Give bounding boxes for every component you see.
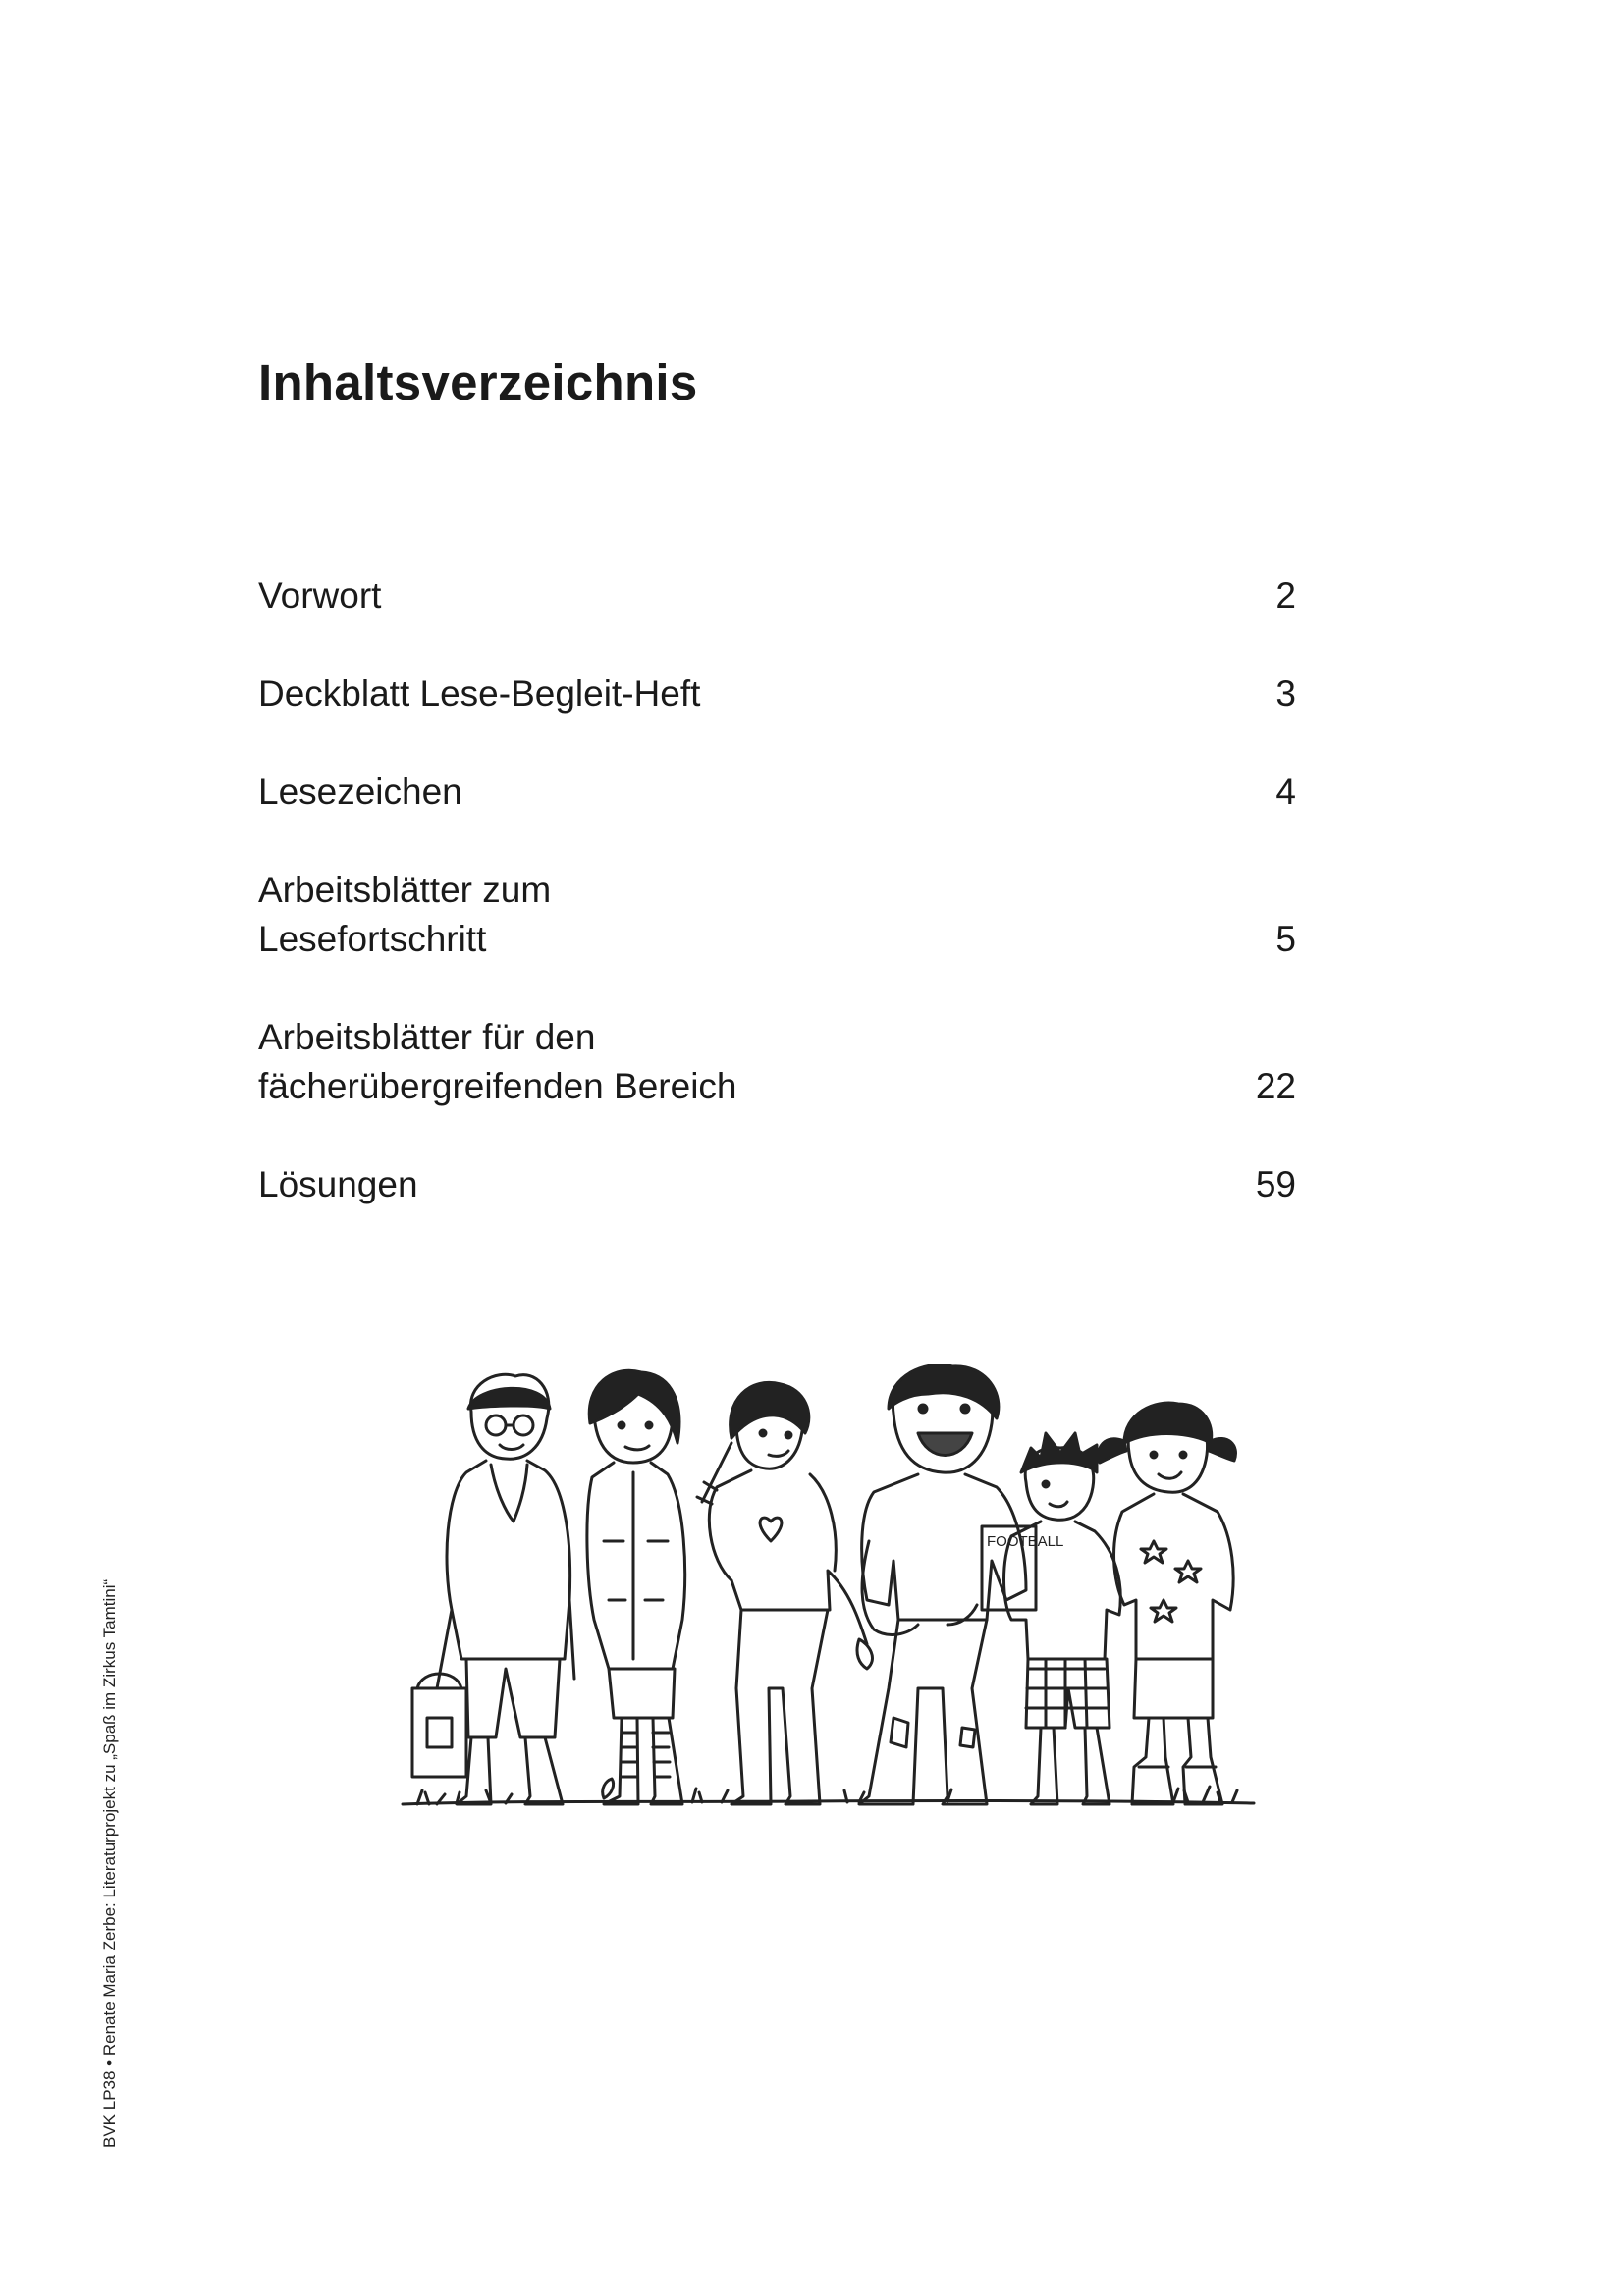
toc-entry[interactable] — [258, 1013, 1296, 1111]
toc-entry-label — [258, 1013, 1296, 1111]
child-boy-football-shirt — [859, 1364, 1063, 1804]
child-boy-glasses — [412, 1374, 574, 1804]
toc-entry-label-line: Arbeitsblätter zum — [258, 870, 552, 910]
toc-entry-label — [258, 768, 1296, 817]
toc-entry[interactable] — [258, 571, 1296, 620]
toc-entry-label-line: Vorwort — [258, 575, 382, 615]
child-girl-cardigan — [587, 1370, 685, 1804]
toc-entry-label-line: Deckblatt Lese-Begleit-Heft — [258, 673, 701, 714]
toc-entry-page: 2 — [1275, 575, 1296, 615]
toc-entry[interactable] — [258, 768, 1296, 817]
toc-entry-label-line: Lesefortschritt — [258, 919, 487, 959]
toc-entry-label — [258, 571, 1296, 620]
toc-entry-page: 4 — [1275, 772, 1296, 812]
toc-entry-label — [258, 1160, 1296, 1209]
toc-entry-label-line: Lösungen — [258, 1164, 418, 1204]
child-girl-heart-shirt — [697, 1382, 872, 1804]
toc-entry-page: 5 — [1275, 919, 1296, 959]
toc-entry-label-line: Lesezeichen — [258, 772, 462, 812]
toc-entry-label-line: fächerübergreifenden Bereich — [258, 1066, 737, 1106]
toc-entry-label-line: Arbeitsblätter für den — [258, 1017, 596, 1057]
toc-entry[interactable] — [258, 866, 1296, 964]
publisher-sidenote: BVK LP38 • Renate Maria Zerbe: Literaturprojekt zu „Spaß im Zirkus Tamtini“ — [100, 1578, 119, 2148]
shirt-text: FOOTBALL — [987, 1533, 1064, 1550]
page-title: Inhaltsverzeichnis — [258, 354, 698, 410]
toc-entry-label — [258, 866, 1296, 964]
toc-entry[interactable] — [258, 1160, 1296, 1209]
child-boy-spiky-hair — [1004, 1433, 1121, 1804]
toc-entry[interactable] — [258, 669, 1296, 719]
toc-entry-page: 22 — [1255, 1066, 1296, 1106]
toc-entry-page: 3 — [1275, 673, 1296, 714]
children-group-illustration — [398, 1364, 1262, 1816]
toc-entry-label — [258, 669, 1296, 719]
toc-entry-page: 59 — [1255, 1164, 1296, 1204]
table-of-contents — [258, 571, 1296, 1209]
